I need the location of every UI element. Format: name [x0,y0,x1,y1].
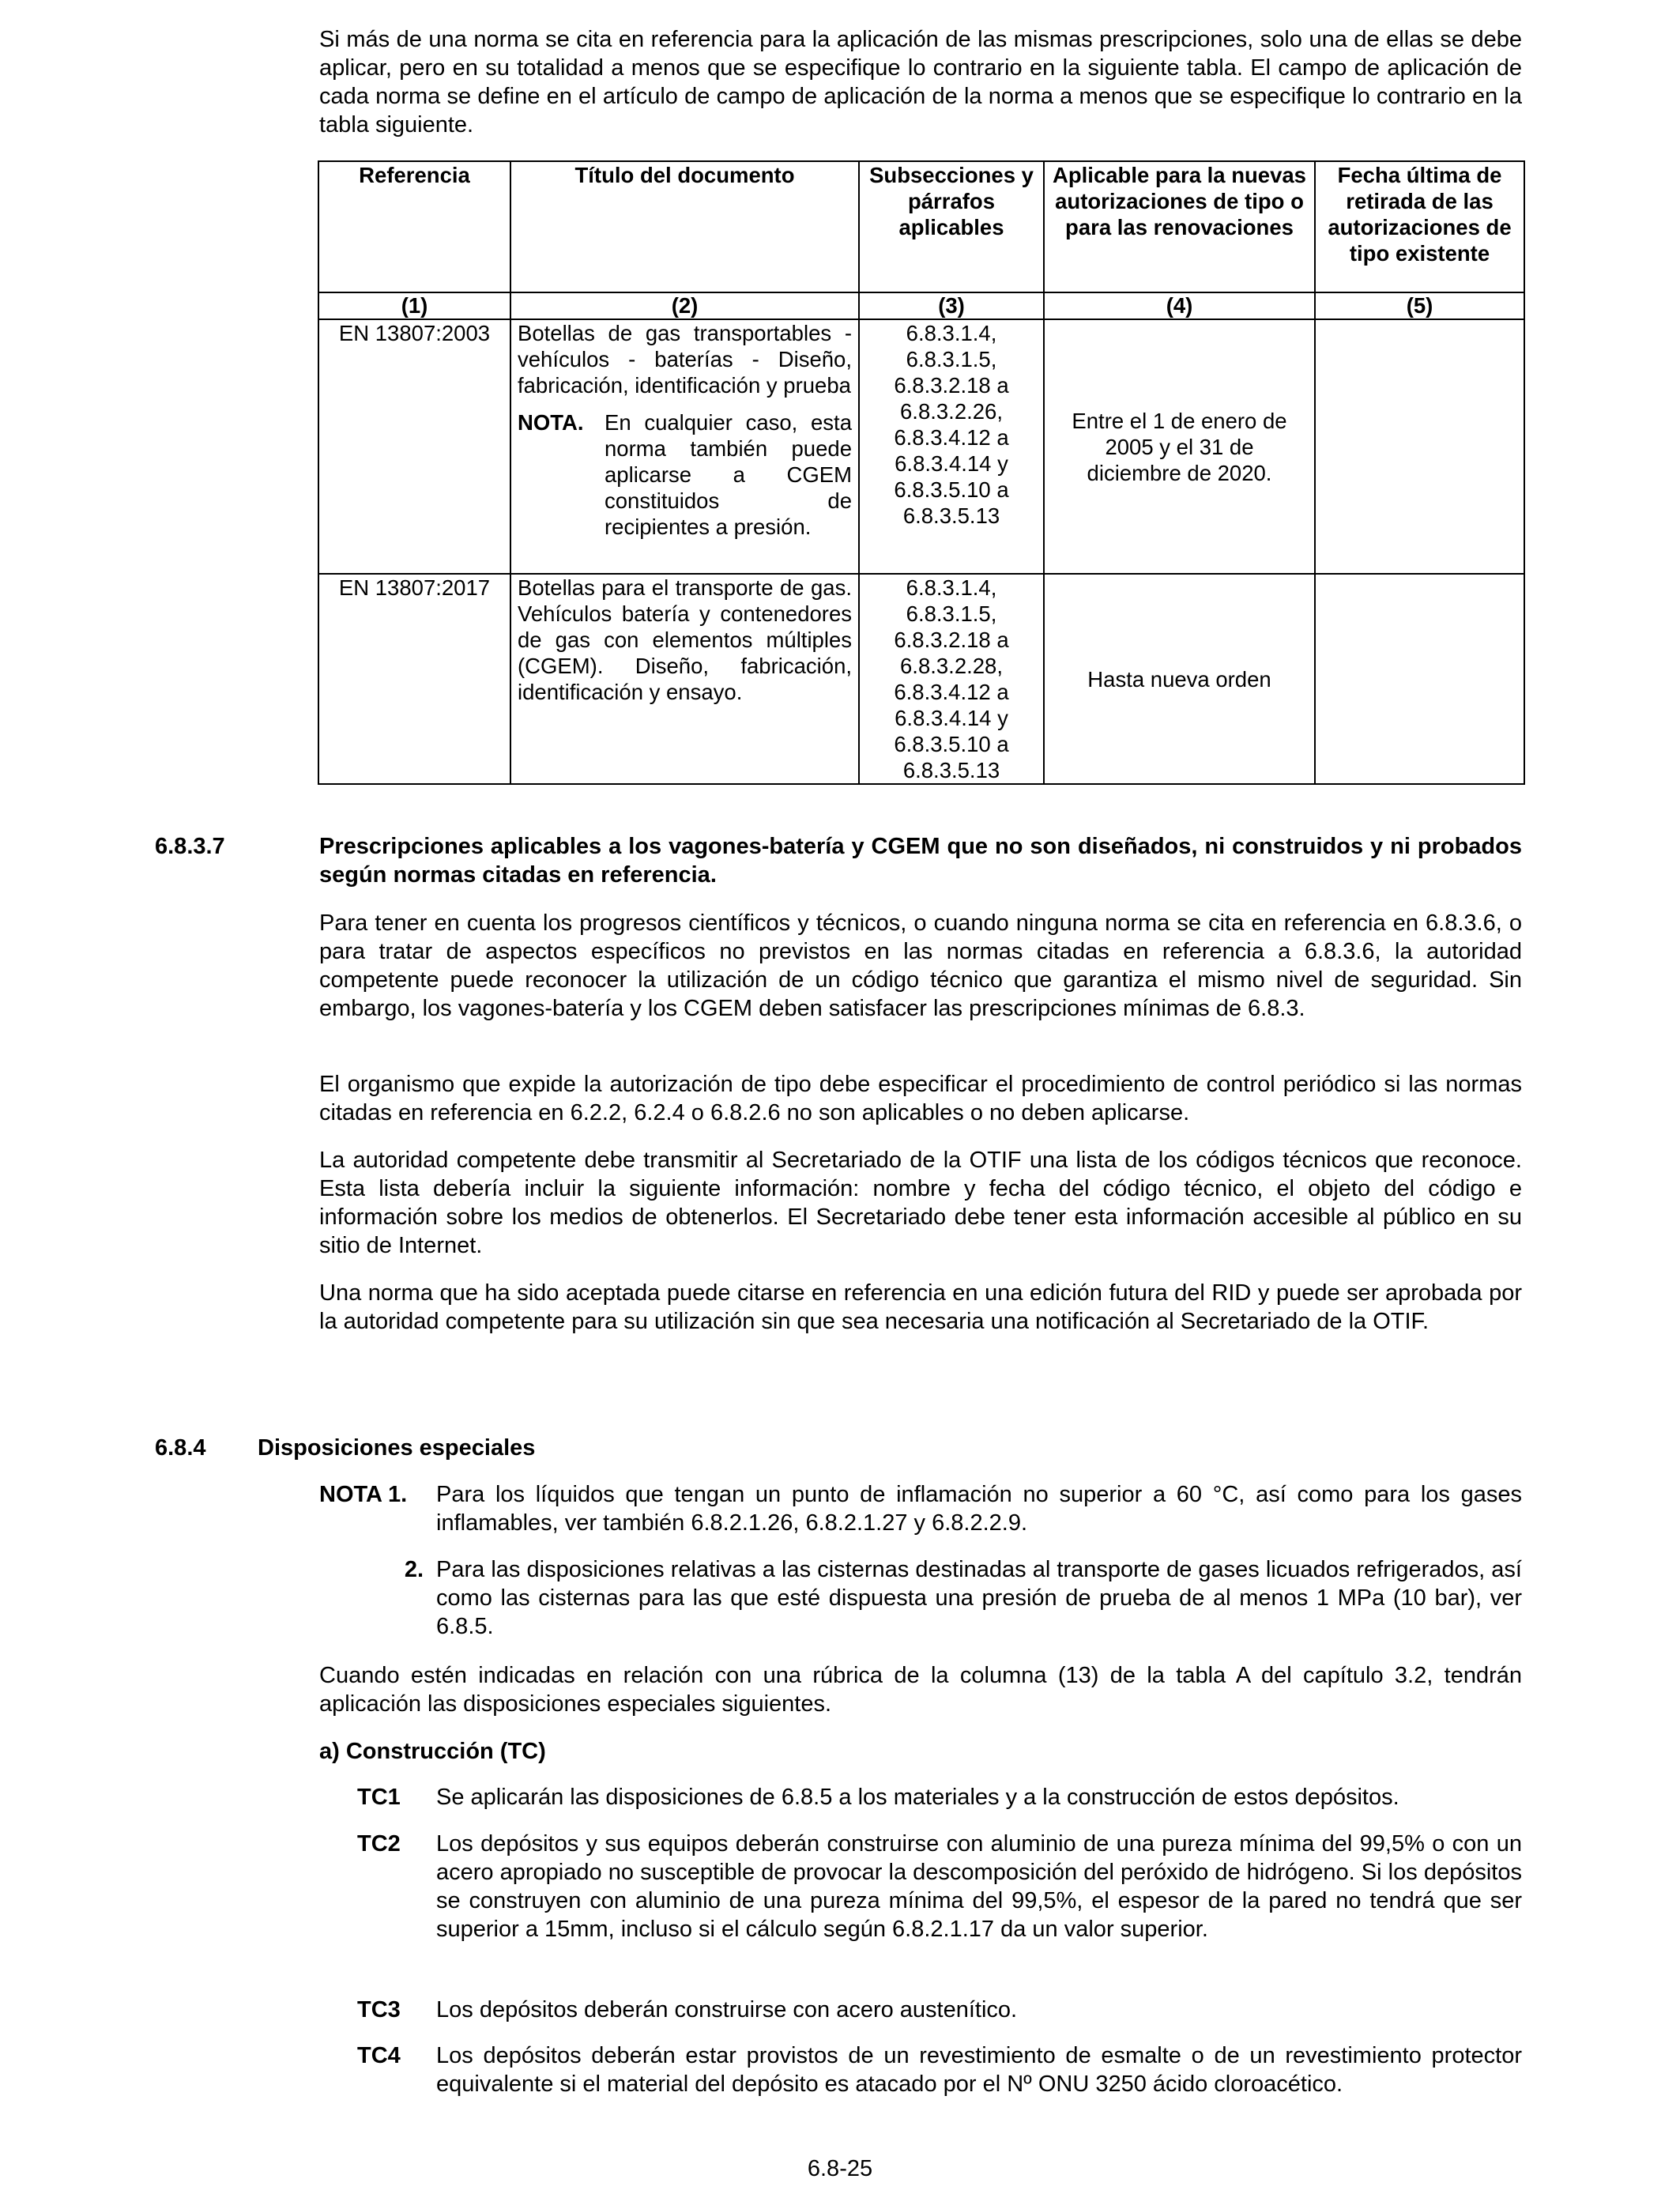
table-row [318,319,1524,574]
paragraph: La autoridad competente debe transmitir al Secretariado de la OTIF una lista de los códigos técnicos que reconoce. Esta lista debería incluir la siguiente información: nombre y fecha del código técnico, el objeto del código e información sobre los medios de obtenerlos. El Secretariado debe tener esta información accesible al público en su sitio de Internet. [319,1148,1522,1258]
cell-document-title [510,319,859,574]
title-text: Botellas de gas transportables - vehículos - baterías - Diseño, fabricación, identificación y prueba [518,321,852,398]
cell-withdrawal [1315,574,1524,784]
cell-subsections: 6.8.3.1.4, 6.8.3.1.5, 6.8.3.2.18 a 6.8.3.2.26, 6.8.3.4.12 a 6.8.3.4.14 y 6.8.3.5.10 a 6.8.3.5.13 [859,319,1044,574]
cell-reference: EN 13807:2003 [318,319,510,574]
cell-applicable: Entre el 1 de enero de 2005 y el 31 de diciembre de 2020. [1044,319,1315,574]
header-reference: Referencia [318,161,510,292]
header-withdrawal-date: Fecha última de retirada de las autorizaciones de tipo existente [1315,161,1524,292]
note-text: En cualquier caso, esta norma también puede aplicarse a CGEM constituidos de recipientes a presión. [605,410,852,539]
header-document-title: Título del documento [510,161,859,292]
table-row [318,574,1524,784]
header-applicable: Aplicable para la nuevas autorizaciones de tipo o para las renovaciones [1044,161,1315,292]
provision-code: TC4 [357,2043,401,2068]
provision-item [357,1996,1522,2024]
standards-table [318,160,1525,785]
cell-reference: EN 13807:2017 [318,574,510,784]
cell-withdrawal [1315,319,1524,574]
page-number: 6.8-25 [807,2156,873,2181]
provision-text: Los depósitos deberán estar provistos de un revestimiento de esmalte o de un revestimiento protector equivalente si el material del depósito es atacado por el Nº ONU 3250 ácido cloroacético. [436,2043,1522,2097]
col-number: (3) [859,292,1044,319]
paragraph: Cuando estén indicadas en relación con una rúbrica de la columna (13) de la tabla A del capítulo 3.2, tendrán aplicación las disposiciones especiales siguientes. [319,1663,1522,1717]
cell-note [518,409,852,540]
col-number: (2) [510,292,859,319]
cell-applicable: Hasta nueva orden [1044,574,1315,784]
paragraph: Para tener en cuenta los progresos científicos y técnicos, o cuando ninguna norma se cita en referencia en 6.8.3.6, o para tratar de aspectos específicos no previstos en las normas citadas en referencia a 6.8.3.6, la autoridad competente puede reconocer la utilización de un código técnico que garantiza el mismo nivel de seguridad. Sin embargo, los vagones-batería y los CGEM deben satisfacer las prescripciones mínimas de 6.8.3. [319,910,1522,1021]
note-text: Para las disposiciones relativas a las cisternas destinadas al transporte de gases licuados refrigerados, así como las cisternas para las que esté dispuesta una presión de prueba de al menos 1 MPa (10 bar), ver 6.8.5. [436,1557,1522,1639]
cell-subsections: 6.8.3.1.4, 6.8.3.1.5, 6.8.3.2.18 a 6.8.3.2.28, 6.8.3.4.12 a 6.8.3.4.14 y 6.8.3.5.10 a 6.8.3.5.13 [859,574,1044,784]
section-title: Disposiciones especiales [258,1435,536,1461]
provision-code: TC2 [357,1831,401,1857]
provision-text: Se aplicarán las disposiciones de 6.8.5 a los materiales y a la construcción de estos depósitos. [436,1785,1399,1810]
paragraph: Una norma que ha sido aceptada puede citarse en referencia en una edición futura del RID y puede ser aprobada por la autoridad competente para su utilización sin que sea necesaria una notificación al Secretariado de la OTIF. [319,1280,1522,1334]
cell-document-title: Botellas para el transporte de gas. Vehículos batería y contenedores de gas con elementos múltiples (CGEM). Diseño, fabricación, identificación y ensayo. [510,574,859,784]
note-label: 2. [404,1557,424,1582]
provision-item [357,1830,1522,1943]
provision-code: TC1 [357,1785,401,1810]
note [319,1480,1522,1537]
subheading: a) Construcción (TC) [319,1739,546,1764]
note-label: NOTA 1. [319,1482,408,1507]
col-number: (1) [318,292,510,319]
note [319,1555,1522,1641]
provision-text: Los depósitos y sus equipos deberán construirse con aluminio de una pureza mínima del 99,5% o con un acero apropiado no susceptible de provocar la descomposición del peróxido de hidrógeno. Si los depósitos se construyen con aluminio de una pureza mínima del 99,5%, el espesor de la pared no tendrá que ser superior a 15mm, incluso si el cálculo según 6.8.2.1.17 da un valor superior. [436,1831,1522,1942]
provision-text: Los depósitos deberán construirse con acero austenítico. [436,1997,1018,2022]
header-subsections: Subsecciones y párrafos aplicables [859,161,1044,292]
col-number: (5) [1315,292,1524,319]
provision-code: TC3 [357,1997,401,2022]
section-title: Prescripciones aplicables a los vagones-batería y CGEM que no son diseñados, ni construidos y ni probados según normas citadas en referencia. [319,834,1522,888]
table-header-row [318,161,1524,292]
provision-item [357,2041,1522,2098]
section-number: 6.8.4 [155,1435,206,1461]
provision-item [357,1783,1522,1811]
paragraph: El organismo que expide la autorización de tipo debe especificar el procedimiento de control periódico si las normas citadas en referencia en 6.2.2, 6.2.4 o 6.8.2.6 no son aplicables o no deben aplicarse. [319,1072,1522,1125]
col-number: (4) [1044,292,1315,319]
note-text: Para los líquidos que tengan un punto de inflamación no superior a 60 °C, así como para los gases inflamables, ver también 6.8.2.1.26, 6.8.2.1.27 y 6.8.2.2.9. [436,1482,1522,1536]
table-column-numbers [318,292,1524,319]
intro-paragraph: Si más de una norma se cita en referencia para la aplicación de las mismas prescripciones, solo una de ellas se debe aplicar, pero en su totalidad a menos que se especifique lo contrario en la siguiente tabla. El campo de aplicación de cada norma se define en el artículo de campo de aplicación de la norma a menos que se especifique lo contrario en la tabla siguiente. [319,27,1522,138]
section-number: 6.8.3.7 [155,834,225,859]
note-label: NOTA. [518,410,584,435]
